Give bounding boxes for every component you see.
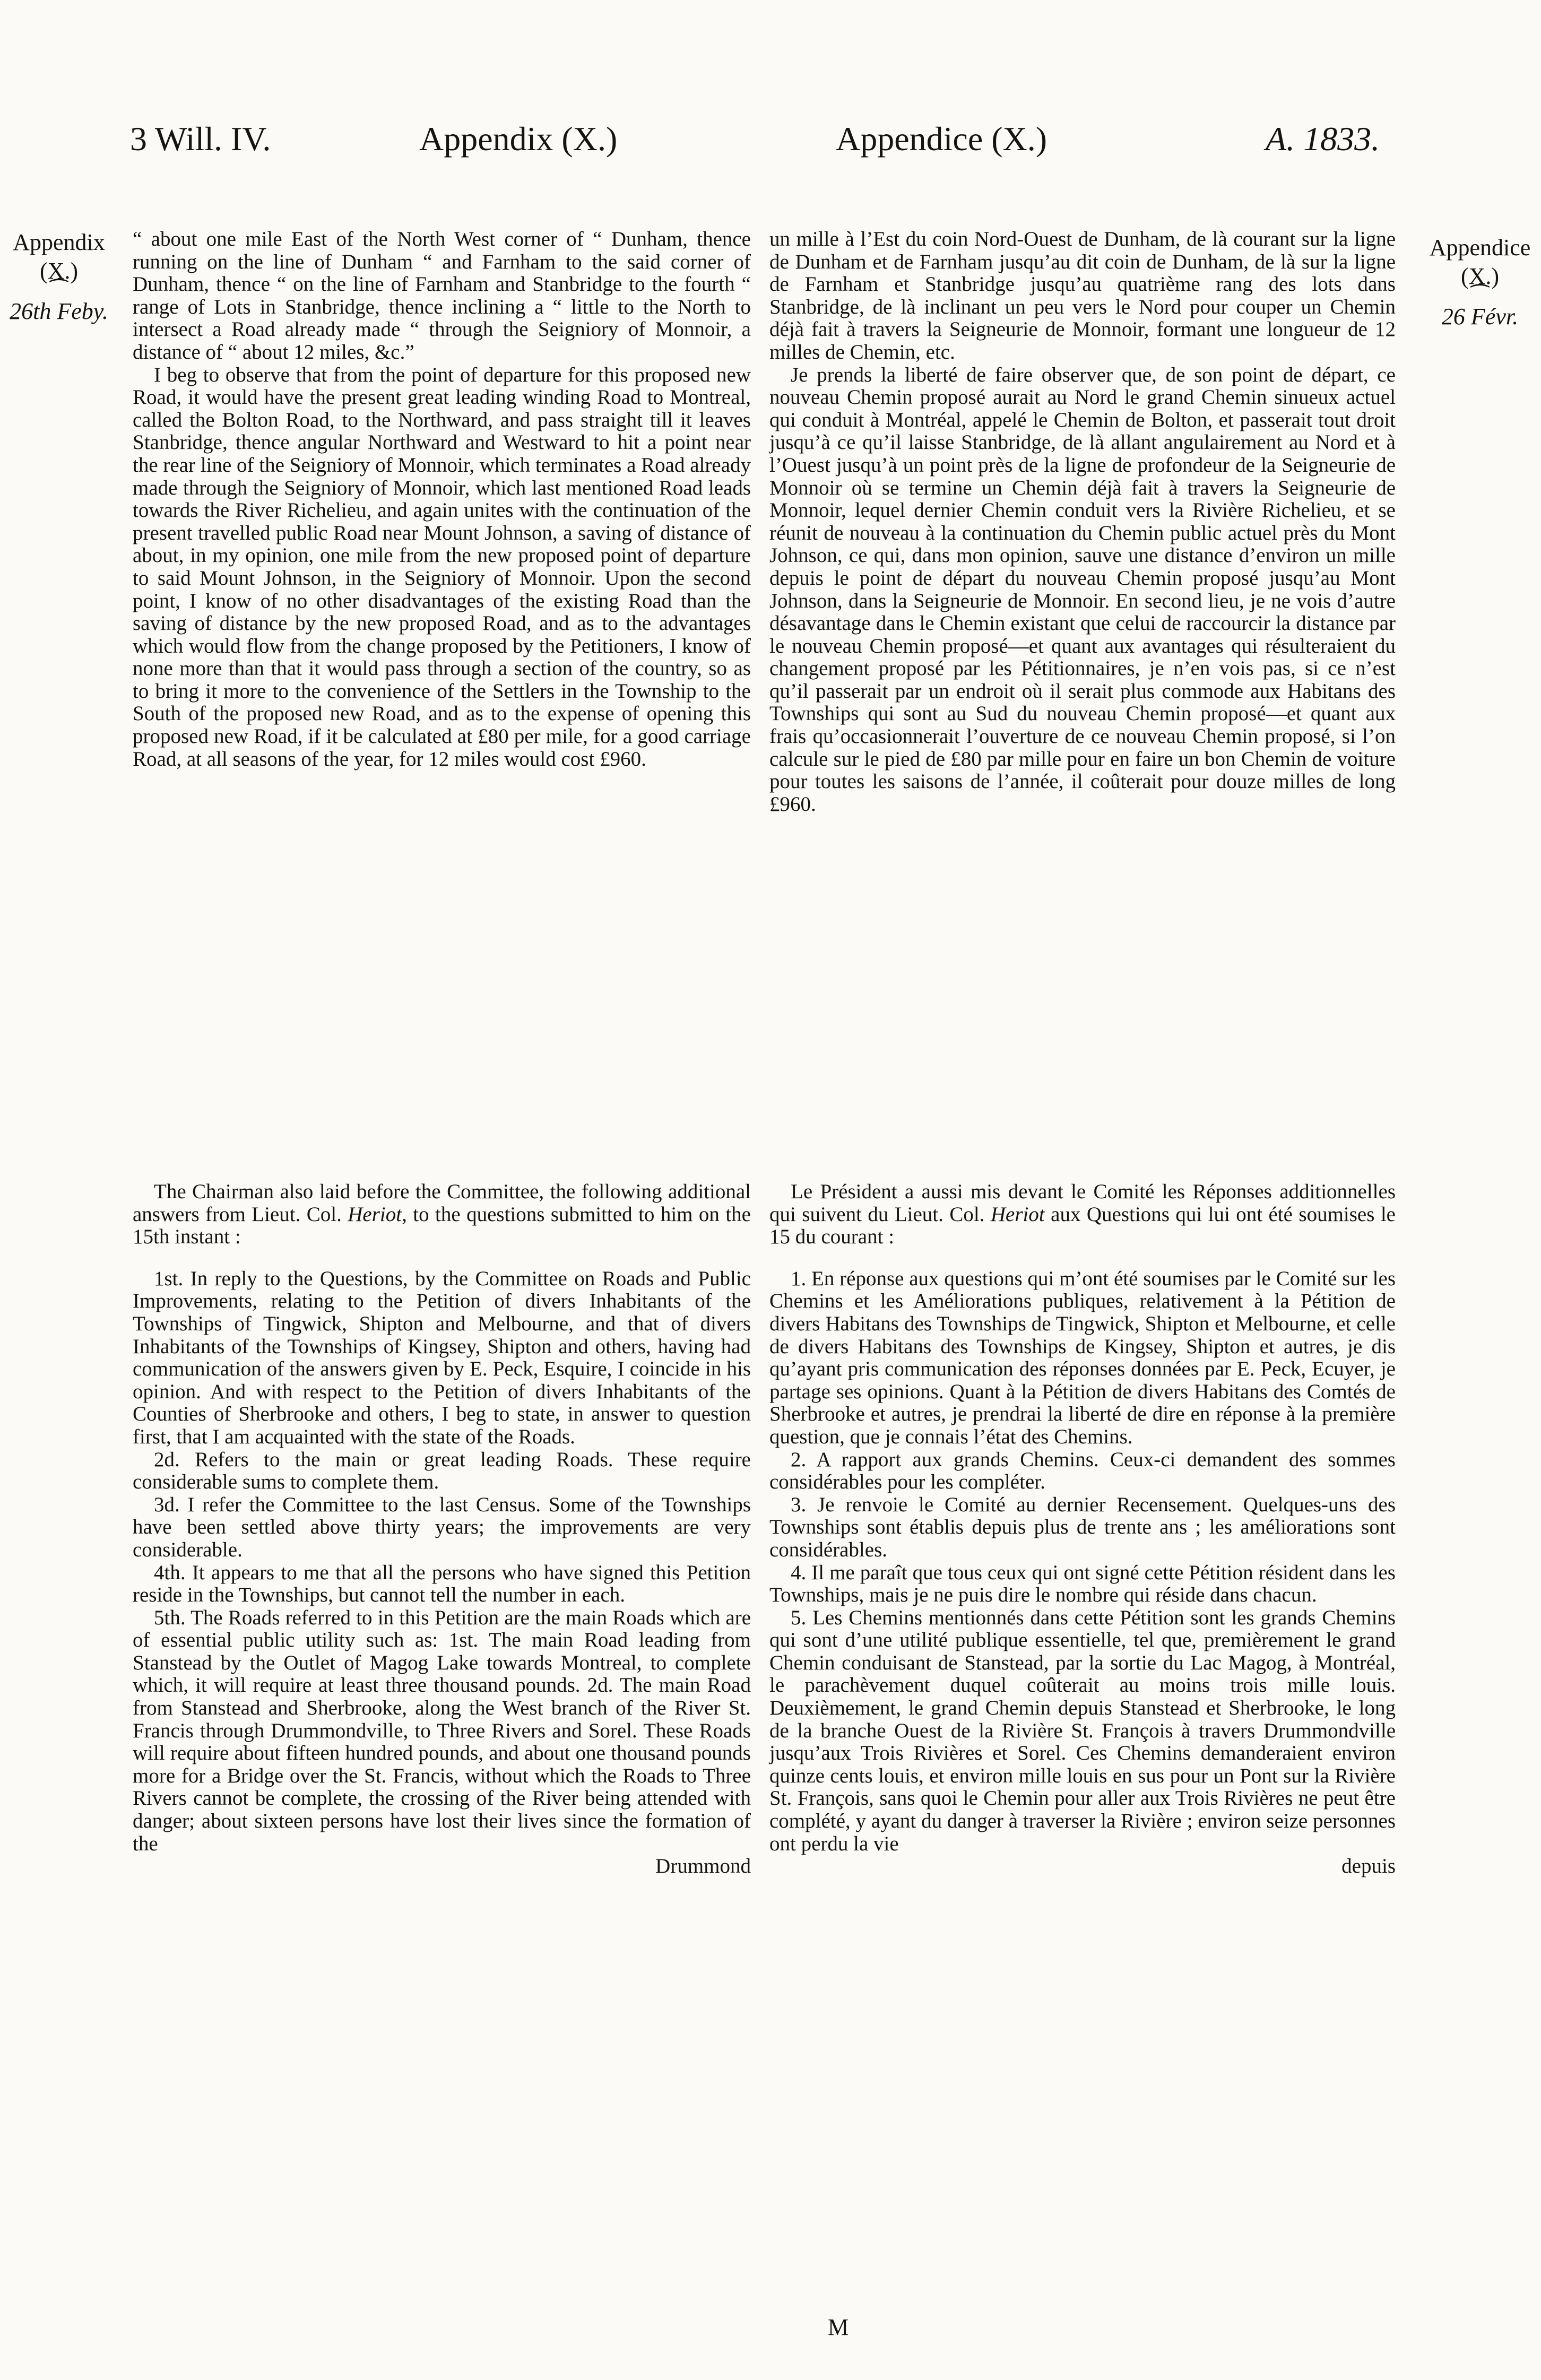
answer-4: 4. Il me paraît que tous ceux qui ont signé cette Pétition résident dans les Townships, mais je ne puis dire le nombre qui réside dans chacun. xyxy=(769,1561,1396,1607)
observation-paragraph: I beg to observe that from the point of departure for this proposed new Road, it would have the present great leading winding Road to Montreal, called the Bolton Road, to the Northward, and pass straight till it leaves Stanbridge, thence angular Northward and Westward to hit a point near the rear line of the Seigniory of Monnoir, which terminates a Road already made through the Seigniory of Monnoir, which last mentioned Road leads towards the River Richelieu, and again unites with the continuation of the present travelled public Road near Mount Johnson, a saving of distance of about, in my opinion, one mile from the new proposed point of departure to said Mount Johnson, in the Seigniory of Monnoir. Upon the second point, I know of no other disadvantages of the existing Road than the saving of distance by the new proposed Road, and as to the advantages which would flow from the change proposed by the Petitioners, I know of none more than that it would pass through a section of the country, so as to bring it more to the convenience of the Settlers in the Township to the South of the proposed new Road, and as to the expense of opening this proposed new Road, if it be calculated at £80 per mile, for a good carriage Road, at all seasons of the year, for 12 miles would cost £960. xyxy=(133,363,751,771)
header-year: A. 1833. xyxy=(1266,120,1380,158)
answer-2: 2. A rapport aux grands Chemins. Ceux-ci demandent des sommes considérables pour les compléter. xyxy=(769,1448,1396,1494)
quote-paragraph: “ about one mile East of the North West corner of “ Dunham, thence running on the line of Dunham “ and Farnham to the said corner of Dunham, thence “ on the line of Farnham and Stanbridge to the fourth “ range of Lots in Stanbridge, thence inclining a “ little to the North to intersect a Road already made “ through the Seigniory of Monnoir, a distance of “ about 12 miles, &c.” xyxy=(133,228,751,364)
header-appendix-en: Appendix (X.) xyxy=(419,120,618,158)
margin-date: 26th Feby. xyxy=(10,298,108,324)
chairman-paragraph: Le Président a aussi mis devant le Comité les Réponses additionnelles qui suivent du Lieut. Col. Heriot aux Questions qui lui ont été soumises le 15 du courant : xyxy=(769,1180,1396,1249)
margin-note-left xyxy=(3,228,115,326)
margin-brace: ⁀ xyxy=(50,279,68,303)
observation-paragraph: Je prends la liberté de faire observer que, de son point de départ, ce nouveau Chemin proposé aurait au Nord le grand Chemin sinueux actuel qui conduit à Montréal, appelé le Chemin de Bolton, et passerait tout droit jusqu’à ce qu’il laisse Stanbridge, de là allant angulairement au Nord et à l’Ouest jusqu’à un point près de la ligne de profondeur de la Seigneurie de Monnoir où se termine un Chemin déjà fait à travers la Seigneurie de Monnoir, lequel dernier Chemin conduit vers la Rivière Richelieu, et se réunit de nouveau à la continuation du Chemin public actuel près du Mont Johnson, ce qui, dans mon opinion, sauve une distance d’environ un mille depuis le point de départ du nouveau Chemin proposé jusqu’au Mont Johnson, dans la Seigneurie de Monnoir. En second lieu, je ne vois d’autre désavantage dans le Chemin existant que celui de raccourcir la distance par le nouveau Chemin proposé—et quant aux avantages qui résulteraient du changement proposé par les Pétitionnaires, je n’en vois pas, si ce n’est qu’il passerait par un endroit où il serait plus commode aux Habitans des Townships qui sont au Sud du nouveau Chemin proposé—et quant aux frais qu’occasionnerait l’ouverture de ce nouveau Chemin proposé, si l’on calcule sur le pied de £80 par mille pour en faire un bon Chemin de voiture pour toutes les saisons de l’année, il coûterait pour douze milles de long £960. xyxy=(769,363,1396,816)
english-column-bottom xyxy=(133,1181,751,1878)
margin-date: 26 Févr. xyxy=(1441,304,1519,330)
running-header xyxy=(0,119,1541,167)
header-appendix-fr: Appendice (X.) xyxy=(836,120,1047,158)
answer-4: 4th. It appears to me that all the persons who have signed this Petition reside in the Townships, but cannot tell the number in each. xyxy=(133,1561,751,1607)
margin-brace: ⁀ xyxy=(1471,284,1489,308)
header-session: 3 Will. IV. xyxy=(130,120,271,158)
quote-paragraph: un mille à l’Est du coin Nord-Ouest de Dunham, de là courant sur la ligne de Dunham et de Farnham jusqu’au dit coin de Dunham, de là sur la ligne de Farnham et Stanbridge jusqu’au quatrième rang des lots dans Stanbridge, de là inclinant un peu vers le Nord pour couper un Chemin déjà fait à travers la Seigneurie de Monnoir, formant une longueur de 12 milles de Chemin, etc. xyxy=(769,228,1396,364)
margin-code: (X.) xyxy=(39,258,79,284)
french-column-bottom xyxy=(769,1181,1396,1878)
margin-code: (X.) xyxy=(1460,263,1500,289)
answer-1: 1st. In reply to the Questions, by the Committee on Roads and Public Improvements, relating to the Petition of divers Inhabitants of the Townships of Tingwick, Shipton and Melbourne, and that of divers Inhabitants of the Townships of Kingsey, Shipton and others, having had communication of the answers given by E. Peck, Esquire, I coincide in his opinion. And with respect to the Petition of divers Inhabitants of the Counties of Sherbrooke and others, I beg to state, in answer to question first, that I am acquainted with the state of the Roads. xyxy=(133,1267,751,1448)
french-column-top xyxy=(769,228,1396,816)
margin-note-right xyxy=(1424,233,1536,331)
answer-5: 5. Les Chemins mentionnés dans cette Pétition sont les grands Chemins qui sont d’une utilité publique essentielle, tel que, premièrement le grand Chemin conduisant de Stanstead, par la sortie du Lac Magog, à Montréal, le parachèvement duquel coûterait au moins trois mille louis. Deuxièmement, le grand Chemin depuis Stanstead et Sherbrooke, le long de la branche Ouest de la Rivière St. François à travers Drummondville jusqu’aux Trois Rivières et Sorel. Ces Chemins demanderaient environ quinze cents louis, et environ mille louis en sus pour un Pont sur la Rivière St. François, sans quoi le Chemin pour aller aux Trois Rivières ne peut être complété, y ayant du danger à traverser la Rivière ; environ seize personnes ont perdu la vie xyxy=(769,1606,1396,1855)
answer-3: 3d. I refer the Committee to the last Census. Some of the Townships have been settled above thirty years; the improvements are very considerable. xyxy=(133,1493,751,1561)
margin-title: Appendix xyxy=(13,229,105,255)
answer-2: 2d. Refers to the main or great leading Roads. These require considerable sums to complete them. xyxy=(133,1448,751,1494)
margin-title: Appendice xyxy=(1429,235,1531,261)
chairman-paragraph: The Chairman also laid before the Committee, the following additional answers from Lieut. Col. Heriot, to the questions submitted to him on the 15th instant : xyxy=(133,1180,751,1249)
catchword: depuis xyxy=(1341,1855,1396,1878)
catchword: Drummond xyxy=(655,1855,751,1878)
english-column-top xyxy=(133,228,751,771)
signature-mark: M xyxy=(828,2314,849,2340)
answer-3: 3. Je renvoie le Comité au dernier Recensement. Quelques-uns des Townships sont établis depuis plus de trente ans ; les améliorations sont considérables. xyxy=(769,1493,1396,1561)
answer-1: 1. En réponse aux questions qui m’ont été soumises par le Comité sur les Chemins et les Améliorations publiques, relativement à la Pétition de divers Habitans des Townships de Tingwick, Shipton et Melbourne, et celle de divers Habitans des Townships de Kingsey, Shipton et autres, je dis qu’ayant pris communication des réponses données par E. Peck, Ecuyer, je partage ses opinions. Quant à la Pétition de divers Habitans des Comtés de Sherbrooke et autres, je prendrai la liberté de dire en réponse à la première question, que je connais l’état des Chemins. xyxy=(769,1267,1396,1448)
answer-5: 5th. The Roads referred to in this Petition are the main Roads which are of essential public utility such as: 1st. The main Road leading from Stanstead by the Outlet of Magog Lake towards Montreal, to complete which, it will require at least three thousand pounds. 2d. The main Road from Stanstead and Sherbrooke, along the West branch of the River St. Francis through Drummondville, to Three Rivers and Sorel. These Roads will require about fifteen hundred pounds, and about one thousand pounds more for a Bridge over the St. Francis, without which the Roads to Three Rivers cannot be complete, the crossing of the River being attended with danger; about sixteen persons have lost their lives since the formation of the xyxy=(133,1606,751,1855)
